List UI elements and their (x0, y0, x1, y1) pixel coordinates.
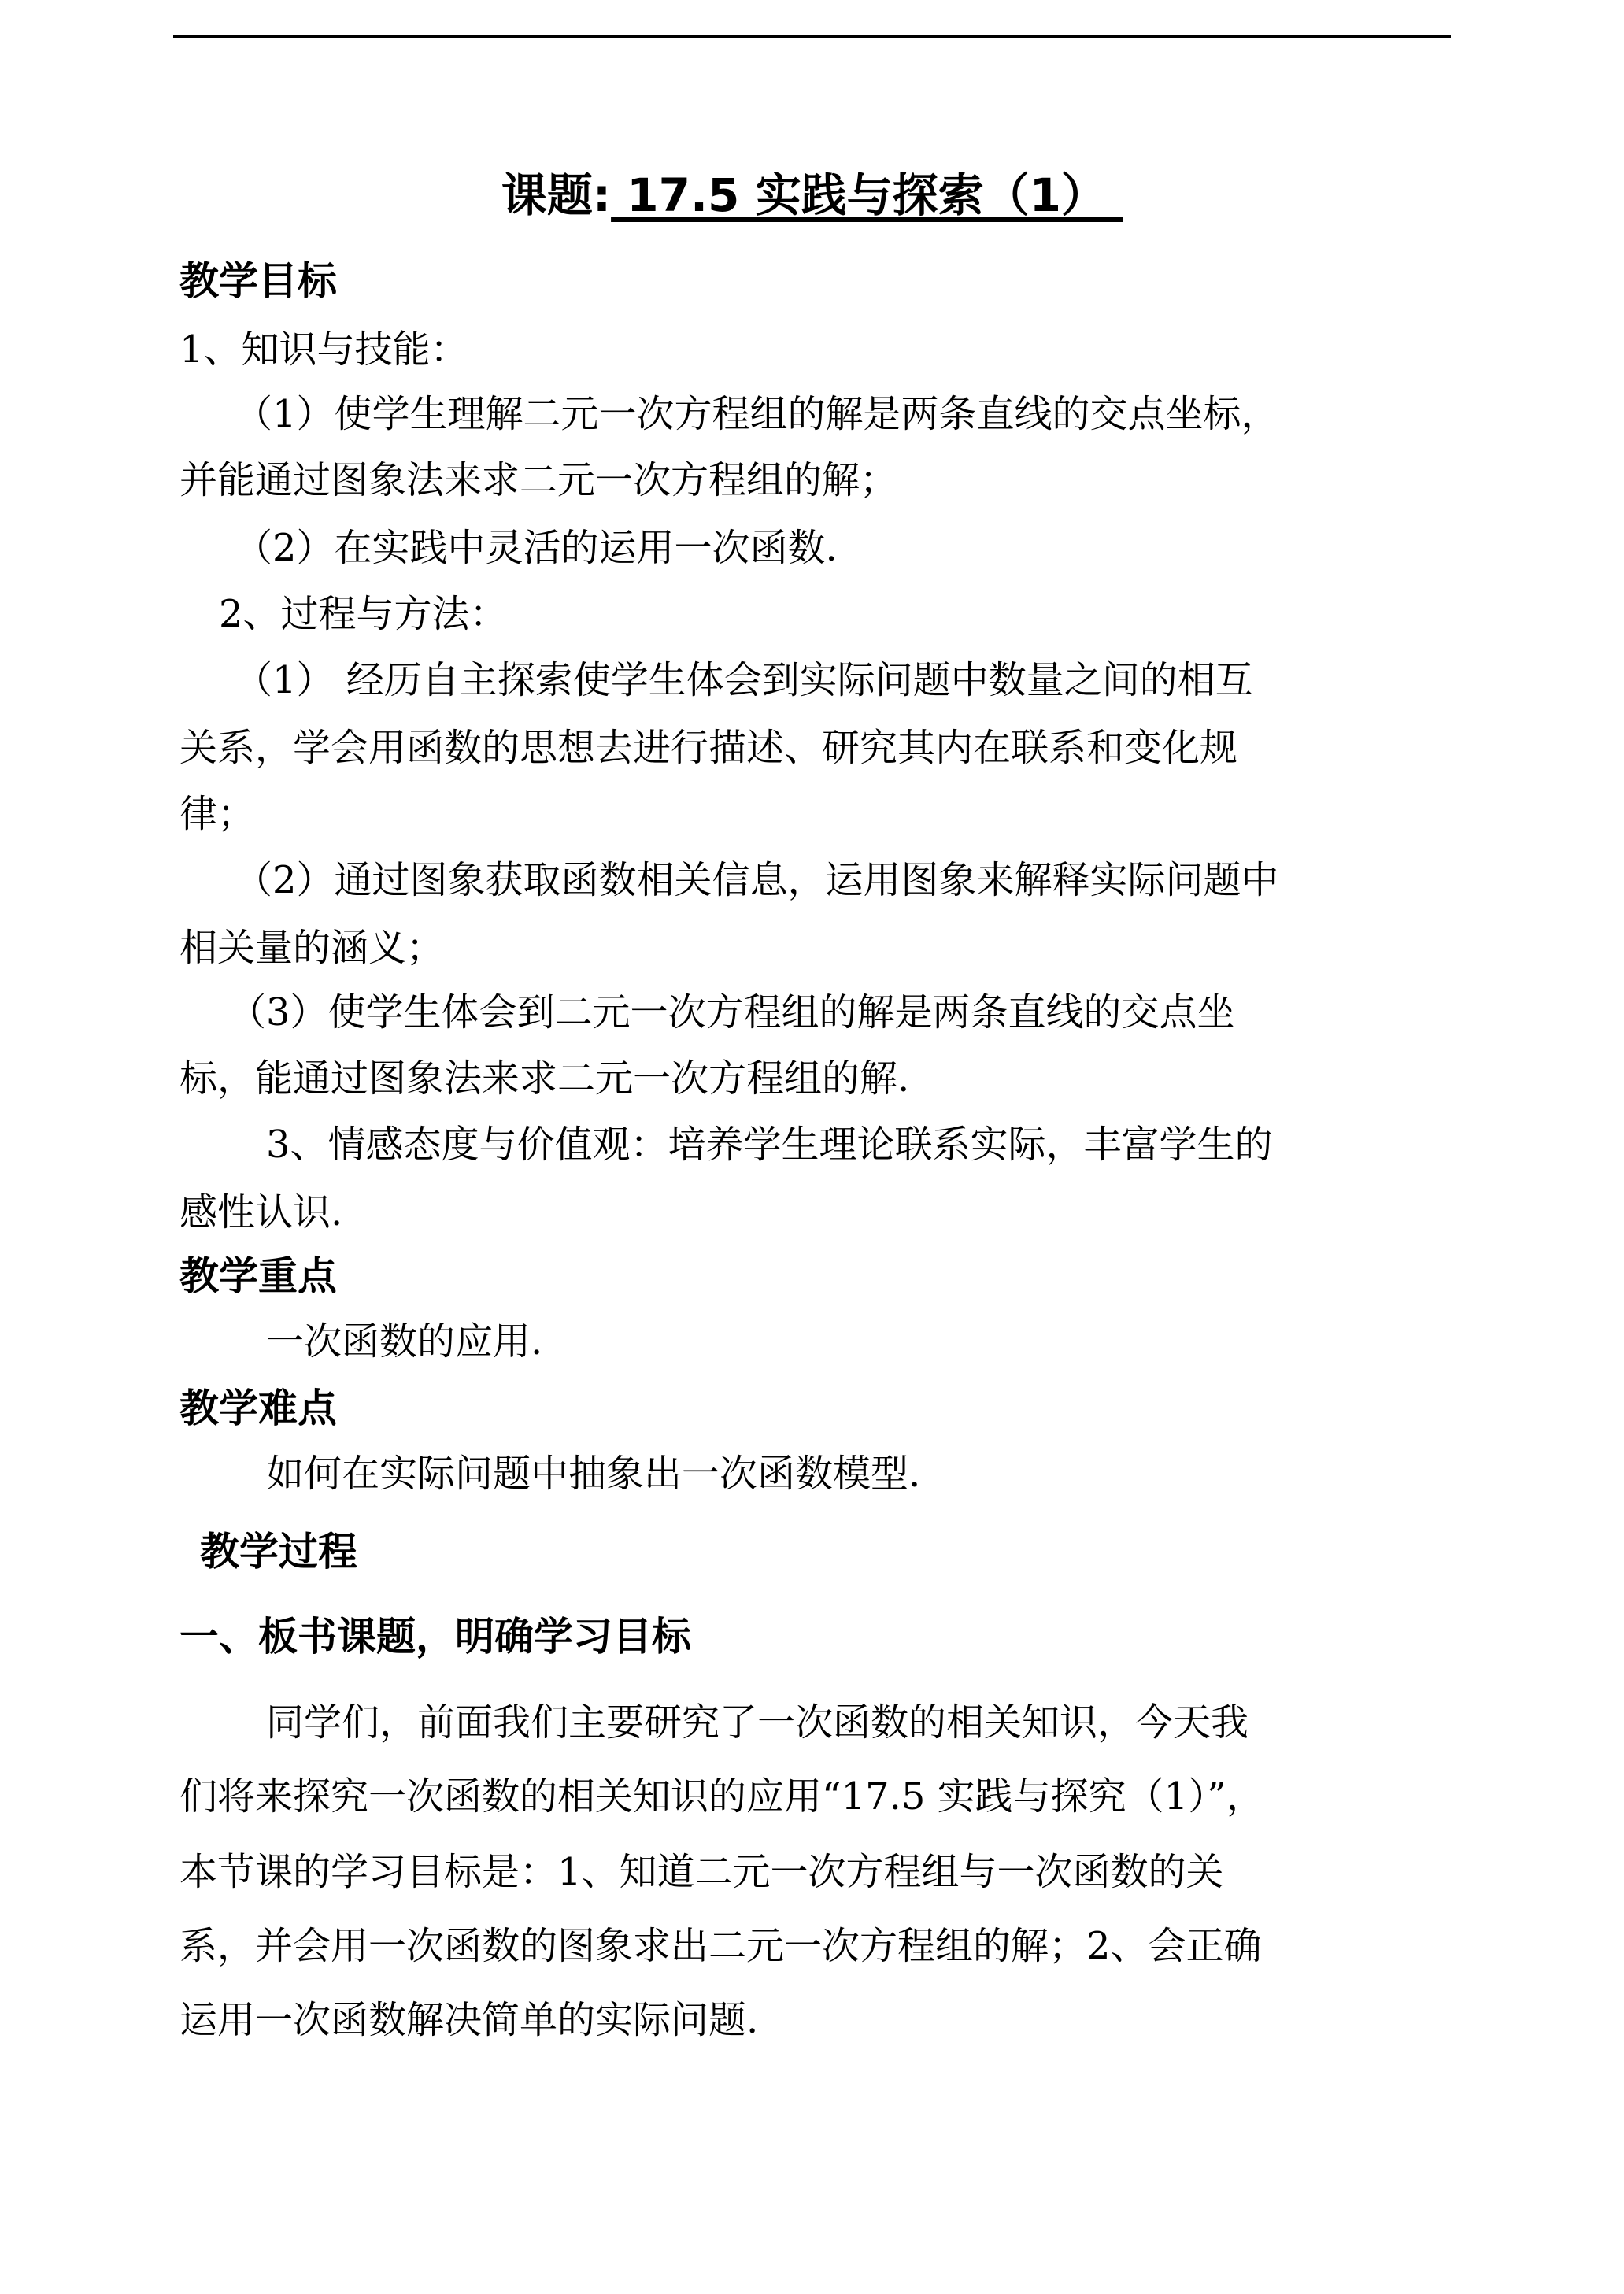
obj2-item3-line2: 标，能通过图象法来求二元一次方程组的解. (179, 1056, 910, 1101)
obj2-item1-line3: 律； (179, 792, 256, 836)
title-prefix: 课题: (501, 168, 612, 222)
obj1-heading: 1、知识与技能： (179, 327, 468, 372)
obj1-item1-line1: （1）使学生理解二元一次方程组的解是两条直线的交点坐标， (235, 392, 1279, 436)
part1-line5: 运用一次函数解决简单的实际问题. (179, 1998, 759, 2042)
header-rule (173, 35, 1451, 38)
obj3-line1: 3、情感态度与价值观：培养学生理论联系实际，丰富学生的 (266, 1123, 1273, 1167)
obj1-item1-line2: 并能通过图象法来求二元一次方程组的解； (179, 458, 898, 502)
process-heading: 教学过程 (200, 1529, 357, 1574)
part1-line4: 系，并会用一次函数的图象求出二元一次方程组的解；2、会正确 (179, 1924, 1262, 1968)
obj3-line2: 感性认识. (179, 1190, 343, 1234)
title-main: 17.5 实践与探索（1） (611, 168, 1123, 222)
part1-line1: 同学们，前面我们主要研究了一次函数的相关知识，今天我 (266, 1700, 1249, 1745)
obj2-heading: 2、过程与方法： (219, 592, 508, 636)
objectives-heading: 教学目标 (179, 258, 337, 304)
part1-heading: 一、板书课题，明确学习目标 (179, 1614, 691, 1659)
obj2-item2-line1: （2）通过图象获取函数相关信息，运用图象来解释实际问题中 (235, 858, 1279, 902)
part1-line3: 本节课的学习目标是：1、知道二元一次方程组与一次函数的关 (179, 1850, 1224, 1894)
key-points-text: 一次函数的应用. (266, 1319, 543, 1363)
obj2-item2-line2: 相关量的涵义； (179, 926, 445, 970)
page-title (0, 164, 1624, 227)
obj1-item2: （2）在实践中灵活的运用一次函数. (235, 526, 838, 570)
obj2-item1-line2: 关系，学会用函数的思想去进行描述、研究其内在联系和变化规 (179, 726, 1238, 770)
obj2-item1-line1: （1） 经历自主探索使学生体会到实际问题中数量之间的相互 (235, 658, 1253, 702)
obj2-item3-line1: （3）使学生体会到二元一次方程组的解是两条直线的交点坐 (228, 990, 1235, 1034)
key-points-heading: 教学重点 (179, 1253, 337, 1299)
difficulty-text: 如何在实际问题中抽象出一次函数模型. (266, 1452, 921, 1496)
part1-line2: 们将来探究一次函数的相关知识的应用“17.5 实践与探究（1）”， (179, 1774, 1264, 1819)
difficulty-heading: 教学难点 (179, 1386, 337, 1431)
